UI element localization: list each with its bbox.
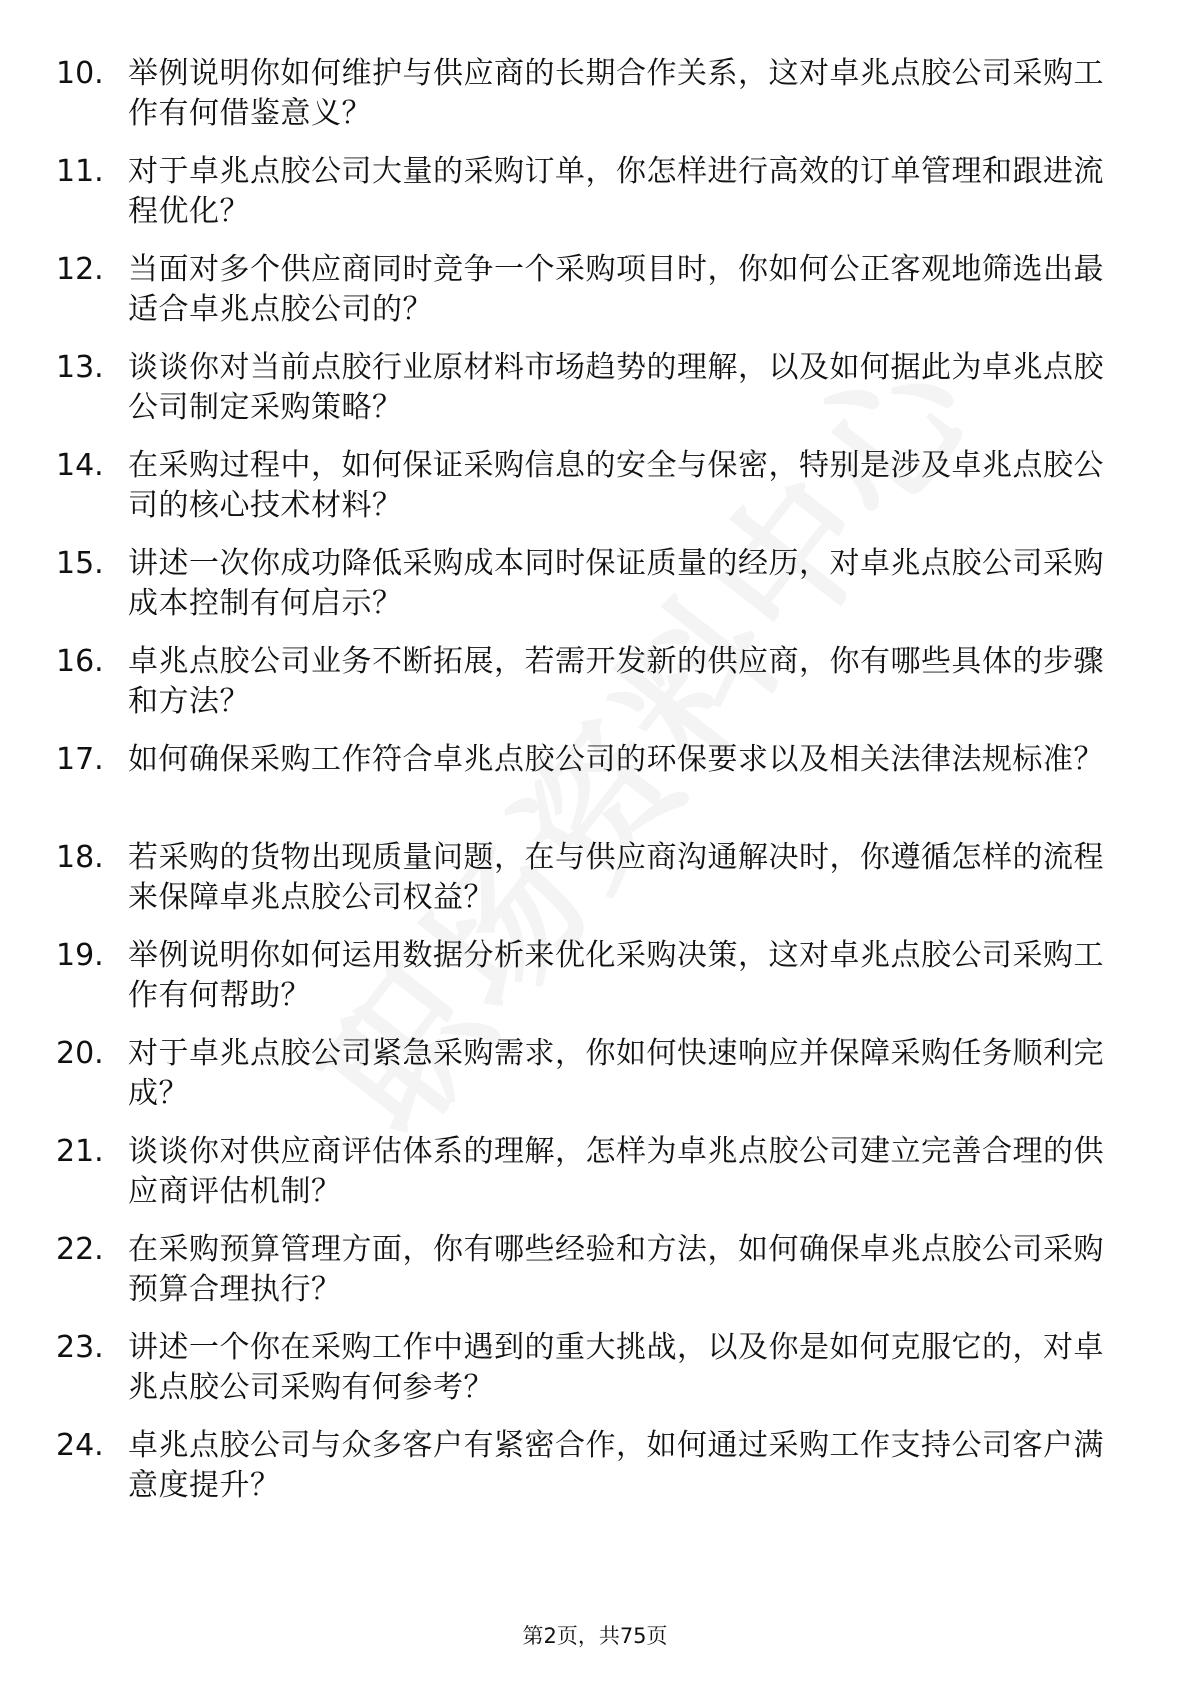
question-number: 18. [56, 840, 104, 875]
question-item [0, 348, 1190, 446]
question-item [0, 642, 1190, 740]
question-text: 对于卓兆点胶公司大量的采购订单，你怎样进行高效的订单管理和跟进流程优化？ [128, 154, 1104, 229]
question-text: 若采购的货物出现质量问题，在与供应商沟通解决时，你遵循怎样的流程来保障卓兆点胶公司权益？ [128, 840, 1104, 915]
question-text: 讲述一个你在采购工作中遇到的重大挑战，以及你是如何克服它的，对卓兆点胶公司采购有何参考？ [128, 1330, 1104, 1405]
page-footer [0, 1620, 1190, 1650]
question-item [0, 54, 1190, 152]
question-item [0, 544, 1190, 642]
question-number: 14. [56, 448, 104, 483]
question-item [0, 1132, 1190, 1230]
question-item [0, 446, 1190, 544]
question-text: 谈谈你对当前点胶行业原材料市场趋势的理解，以及如何据此为卓兆点胶公司制定采购策略？ [128, 350, 1104, 425]
question-item [0, 936, 1190, 1034]
question-item [0, 838, 1190, 936]
question-text: 如何确保采购工作符合卓兆点胶公司的环保要求以及相关法律法规标准？ [128, 742, 1104, 777]
question-number: 22. [56, 1232, 104, 1267]
question-number: 15. [56, 546, 104, 581]
question-text: 讲述一次你成功降低采购成本同时保证质量的经历，对卓兆点胶公司采购成本控制有何启示？ [128, 546, 1104, 621]
question-number: 20. [56, 1036, 104, 1071]
question-number: 19. [56, 938, 104, 973]
question-number: 12. [56, 252, 104, 287]
question-item [0, 250, 1190, 348]
question-text: 对于卓兆点胶公司紧急采购需求，你如何快速响应并保障采购任务顺利完成？ [128, 1036, 1104, 1111]
question-number: 10. [56, 56, 104, 91]
question-item [0, 1230, 1190, 1328]
question-list [0, 54, 1190, 1524]
question-text: 举例说明你如何维护与供应商的长期合作关系，这对卓兆点胶公司采购工作有何借鉴意义？ [128, 56, 1104, 131]
question-number: 24. [56, 1428, 104, 1463]
question-number: 23. [56, 1330, 104, 1365]
question-item [0, 740, 1190, 838]
question-number: 21. [56, 1134, 104, 1169]
page-number-label: 第2页，共75页 [522, 1624, 668, 1648]
question-text: 在采购过程中，如何保证采购信息的安全与保密，特别是涉及卓兆点胶公司的核心技术材料？ [128, 448, 1104, 523]
question-item [0, 1328, 1190, 1426]
question-item [0, 152, 1190, 250]
question-text: 举例说明你如何运用数据分析来优化采购决策，这对卓兆点胶公司采购工作有何帮助？ [128, 938, 1104, 1013]
question-number: 16. [56, 644, 104, 679]
question-text: 卓兆点胶公司与众多客户有紧密合作，如何通过采购工作支持公司客户满意度提升？ [128, 1428, 1104, 1503]
question-text: 当面对多个供应商同时竞争一个采购项目时，你如何公正客观地筛选出最适合卓兆点胶公司的？ [128, 252, 1104, 327]
question-number: 17. [56, 742, 104, 777]
question-number: 11. [56, 154, 104, 189]
question-item [0, 1034, 1190, 1132]
question-item [0, 1426, 1190, 1524]
question-text: 在采购预算管理方面，你有哪些经验和方法，如何确保卓兆点胶公司采购预算合理执行？ [128, 1232, 1104, 1307]
question-number: 13. [56, 350, 104, 385]
question-text: 谈谈你对供应商评估体系的理解，怎样为卓兆点胶公司建立完善合理的供应商评估机制？ [128, 1134, 1104, 1209]
question-text: 卓兆点胶公司业务不断拓展，若需开发新的供应商，你有哪些具体的步骤和方法？ [128, 644, 1104, 719]
